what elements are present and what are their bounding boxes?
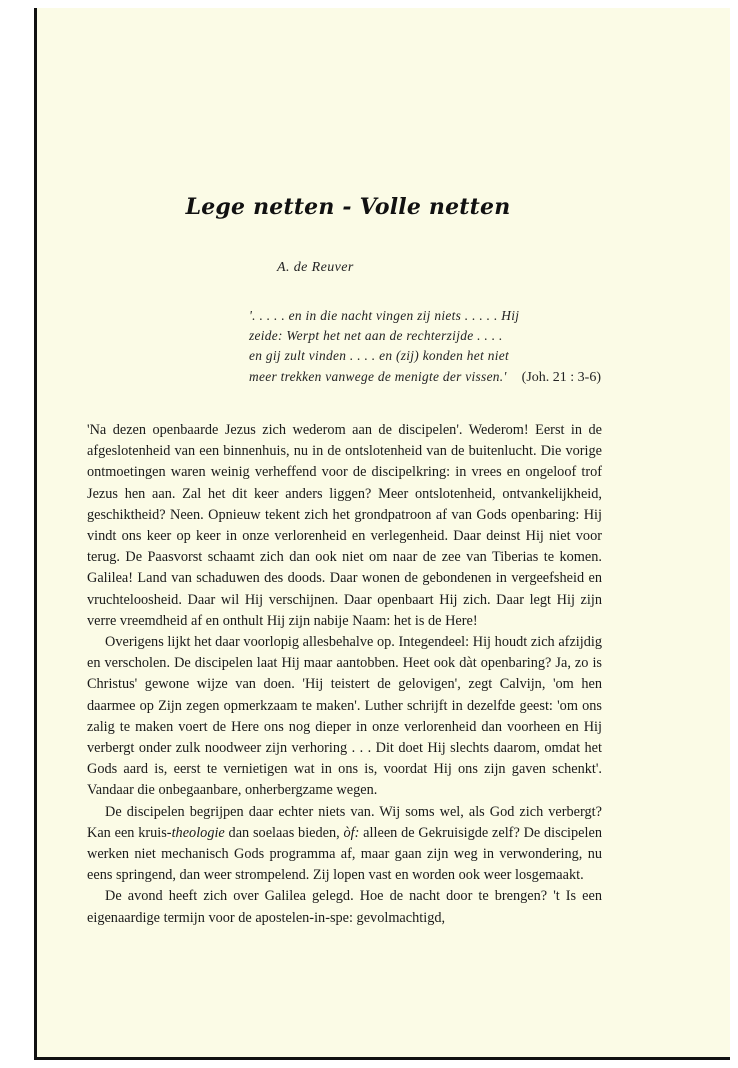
body-paragraph: 'Na dezen openbaarde Jezus zich wederom aan de discipelen'. Wederom! Eerst in de afgeslotenheid van een binnenhuis, nu in de ontslotenheid van de buitenlucht. Die vorige ontmoetingen waren weinig verheffend voor de discipelkring: in vrees en ongeloof trof Jezus hen aan. Zal het dit keer anders liggen? Meer ontslotenheid, ontvankelijkheid, geschiktheid? Neen. Opnieuw tekent zich het grondpatroon af van Gods openbaring: Hij vindt ons keer op keer in onze verlorenheid en verlegenheid. Daar deinst Hij niet voor terug. De Paasvorst schaamt zich dan ook niet om naar de zee van Tiberias te komen. Galilea! Land van schaduwen des doods. Daar wonen de gebondenen in vergeefsheid en vruchteloosheid. Daar wil Hij verschijnen. Daar openbaart Hij zich. Daar legt Hij zijn verre vreemdheid af en onthult Hij zijn nabije Naam: het is de Here! xyxy=(87,422,602,629)
paragraph-text: dan soelaas bieden, xyxy=(224,824,344,841)
paragraph-text: De discipelen begrijpen daar echter niets van. Wij soms wel, als God zich verbergt? Kan een kruis- xyxy=(87,803,602,841)
emphasis-text: òf: xyxy=(343,824,360,841)
body-paragraph: De avond heeft zich over Galilea gelegd. Hoe de nacht door te brengen? 't Is een eigenaardige termijn voor de apostelen-in-spe: gevolmachtigd, xyxy=(87,888,602,926)
epigraph-line: en gij zult vinden . . . . en (zij) konden het niet xyxy=(249,348,509,364)
emphasis-text: theologie xyxy=(171,824,225,841)
article-title: Lege netten - Volle netten xyxy=(185,194,511,220)
epigraph-reference: (Joh. 21 : 3-6) xyxy=(521,370,601,385)
paragraph-text: alleen de Gekruisigde zelf? De discipelen werken niet mechanisch Gods programma af, maar gaan zijn weg in verwondering, nu eens springend, dan weer strompelend. Zij lopen vast en worden ook weer losgemaakt. xyxy=(87,824,602,884)
document-page xyxy=(34,8,730,1060)
body-paragraph xyxy=(87,802,602,887)
body-paragraph: Overigens lijkt het daar voorlopig allesbehalve op. Integendeel: Hij houdt zich afzijdig en verscholen. De discipelen laat Hij maar aantobben. Heet ook dàt openbaring? Ja, zo is Christus' gewone wijze van doen. 'Hij teistert de gelovigen', zegt Calvijn, 'om hen daarmee op Zijn zegen opmerkzaam te maken'. Luther schrijft in dezelfde geest: 'om ons zalig te maken voert de Here ons nog dieper in onze verlorenheid dan voorheen en Hij verbergt onder zulk noodweer zijn verhoring . . . Dit doet Hij slechts daarom, omdat het Gods aard is, eerst te vernietigen wat in ons is, voordat Hij ons zijn gaven schenkt'. Vandaar die onbegaanbare, onherbergzame wegen. xyxy=(87,634,602,799)
epigraph-line: meer trekken vanwege de menigte der vissen.' xyxy=(249,368,507,384)
article-author: A. de Reuver xyxy=(277,260,354,275)
article-body xyxy=(87,420,602,929)
epigraph-line: zeide: Werpt het net aan de rechterzijde . . . . xyxy=(249,328,503,344)
epigraph-line: '. . . . . en in die nacht vingen zij niets . . . . . Hij xyxy=(249,308,520,323)
